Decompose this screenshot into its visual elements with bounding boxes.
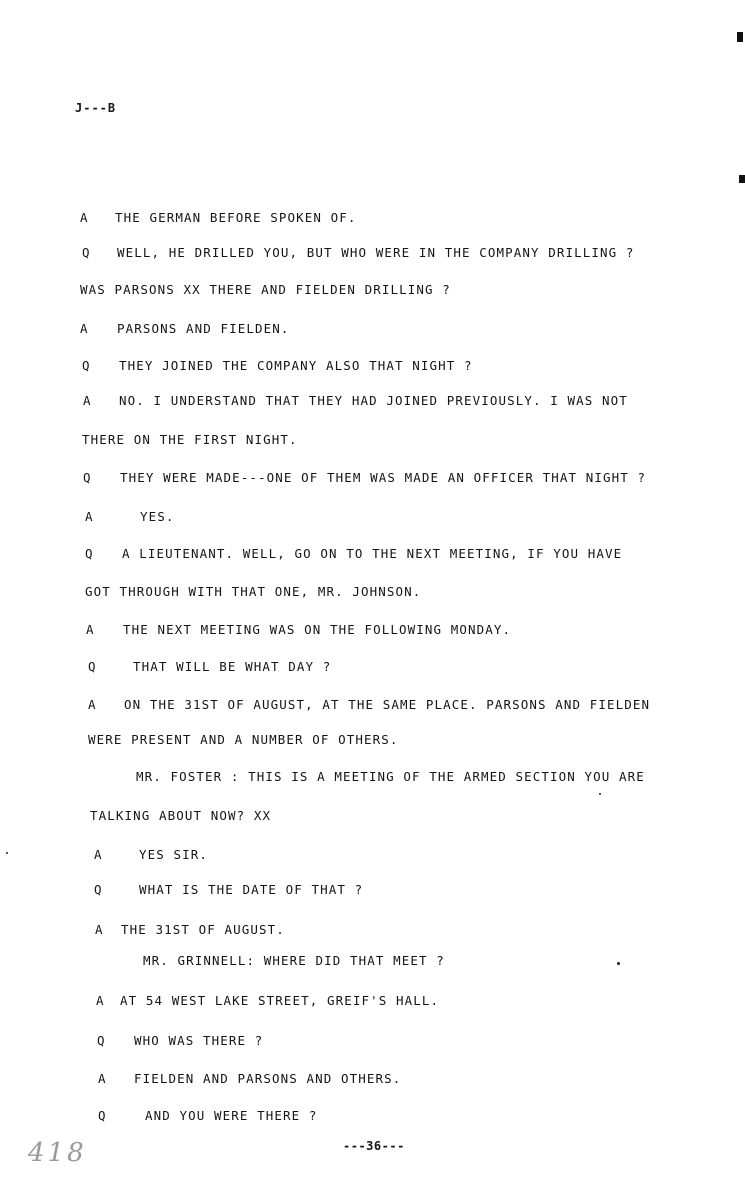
speaker-label: Q	[94, 882, 103, 897]
transcript-line	[90, 808, 271, 823]
line-text: THAT WILL BE WHAT DAY ?	[133, 659, 332, 674]
speaker-label: A	[83, 393, 92, 408]
line-text: WERE PRESENT AND A NUMBER OF OTHERS.	[88, 732, 399, 747]
line-text: MR. FOSTER : THIS IS A MEETING OF THE ARMED SECTION YOU ARE	[136, 769, 645, 784]
speaker-label: Q	[83, 470, 92, 485]
speaker-label: Q	[98, 1108, 107, 1123]
line-text: YES.	[140, 509, 175, 524]
transcript-line	[82, 432, 298, 447]
line-text: A LIEUTENANT. WELL, GO ON TO THE NEXT MEETING, IF YOU HAVE	[122, 546, 623, 561]
transcript-line	[85, 584, 421, 599]
transcript-line	[97, 1033, 263, 1048]
line-text: WELL, HE DRILLED YOU, BUT WHO WERE IN THE COMPANY DRILLING ?	[117, 245, 635, 260]
line-text: THEY JOINED THE COMPANY ALSO THAT NIGHT ?	[119, 358, 473, 373]
speaker-label: Q	[82, 358, 91, 373]
transcript-line	[80, 210, 357, 225]
scan-speck	[599, 793, 601, 795]
transcript-line	[95, 922, 285, 937]
line-text: TALKING ABOUT NOW? XX	[90, 808, 272, 823]
transcript-line	[86, 622, 511, 637]
speaker-label: Q	[85, 546, 94, 561]
speaker-label: Q	[82, 245, 91, 260]
speaker-label: A	[80, 210, 89, 225]
scan-speck	[6, 852, 8, 854]
line-text: THE NEXT MEETING WAS ON THE FOLLOWING MONDAY.	[123, 622, 512, 637]
transcript-line	[83, 470, 646, 485]
speaker-label: A	[80, 321, 89, 336]
transcript-line	[80, 282, 451, 297]
transcript-line	[143, 953, 445, 968]
scan-edge-mark	[737, 32, 743, 42]
speaker-label: A	[96, 993, 105, 1008]
line-text: AND YOU WERE THERE ?	[145, 1108, 318, 1123]
transcript-line	[98, 1108, 318, 1123]
line-text: YES SIR.	[139, 847, 209, 862]
speaker-label: Q	[97, 1033, 106, 1048]
transcript-line	[94, 882, 363, 897]
speaker-label: A	[88, 697, 97, 712]
speaker-label: A	[85, 509, 94, 524]
line-text: NO. I UNDERSTAND THAT THEY HAD JOINED PREVIOUSLY. I WAS NOT	[119, 393, 628, 408]
line-text: THE 31ST OF AUGUST.	[121, 922, 285, 937]
line-text: THE GERMAN BEFORE SPOKEN OF.	[115, 210, 357, 225]
speaker-label: A	[86, 622, 95, 637]
line-text: WAS PARSONS XX THERE AND FIELDEN DRILLING ?	[80, 282, 451, 297]
line-text: THEY WERE MADE---ONE OF THEM WAS MADE AN OFFICER THAT NIGHT ?	[120, 470, 647, 485]
transcript-line	[80, 321, 290, 336]
transcript-line	[85, 509, 175, 524]
transcript-line	[82, 245, 635, 260]
scan-speck	[617, 962, 620, 965]
page-number: ---36---	[343, 1139, 405, 1153]
scan-edge-mark	[739, 175, 745, 183]
line-text: AT 54 WEST LAKE STREET, GREIF'S HALL.	[120, 993, 440, 1008]
speaker-label: A	[98, 1071, 107, 1086]
handwritten-margin-note: 418	[28, 1138, 87, 1168]
line-text: PARSONS AND FIELDEN.	[117, 321, 290, 336]
transcript-line	[85, 546, 622, 561]
line-text: GOT THROUGH WITH THAT ONE, MR. JOHNSON.	[85, 584, 422, 599]
speaker-label: A	[95, 922, 104, 937]
line-text: MR. GRINNELL: WHERE DID THAT MEET ?	[143, 953, 445, 968]
transcript-line	[88, 732, 399, 747]
speaker-label: A	[94, 847, 103, 862]
transcript-line	[88, 697, 650, 712]
transcript-line	[136, 769, 645, 784]
speaker-label: Q	[88, 659, 97, 674]
transcript-line	[98, 1071, 401, 1086]
line-text: WHAT IS THE DATE OF THAT ?	[139, 882, 364, 897]
page-header: J---B	[75, 101, 117, 115]
line-text: WHO WAS THERE ?	[134, 1033, 264, 1048]
transcript-line	[96, 993, 439, 1008]
line-text: FIELDEN AND PARSONS AND OTHERS.	[134, 1071, 402, 1086]
transcript-line	[94, 847, 208, 862]
transcript-line	[82, 358, 473, 373]
line-text: ON THE 31ST OF AUGUST, AT THE SAME PLACE. PARSONS AND FIELDEN	[124, 697, 651, 712]
transcript-line	[83, 393, 628, 408]
line-text: THERE ON THE FIRST NIGHT.	[82, 432, 298, 447]
transcript-line	[88, 659, 331, 674]
